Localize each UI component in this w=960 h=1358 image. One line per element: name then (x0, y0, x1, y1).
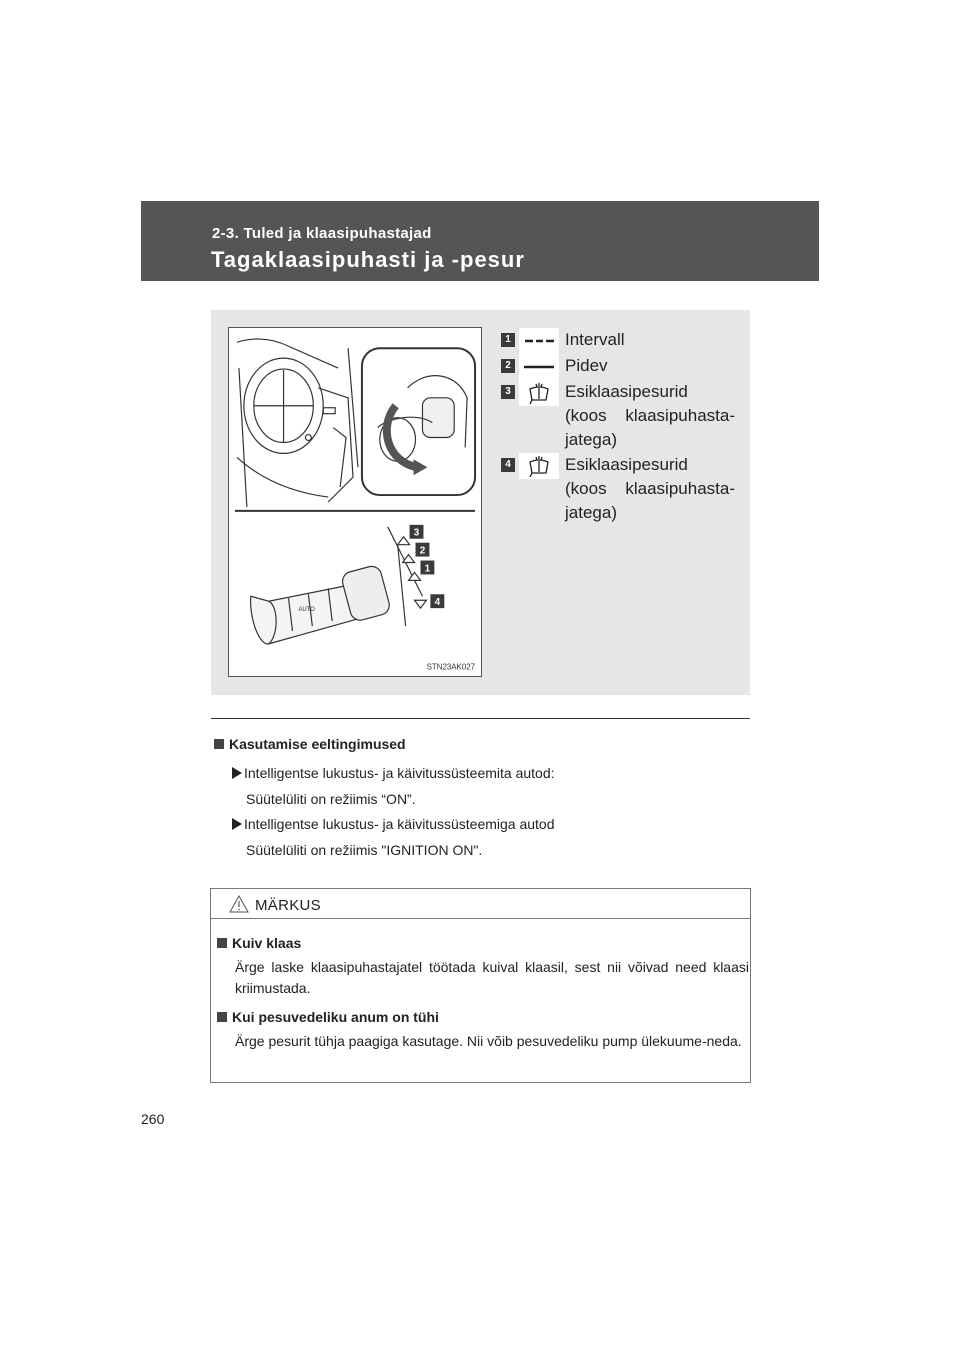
legend-text-1: Intervall (565, 330, 625, 349)
callout-1: 1 (424, 563, 431, 575)
notice-title: MÄRKUS (255, 897, 321, 914)
notice-subheading-1: Kuiv klaas (217, 935, 301, 951)
intermittent-dashes-icon (519, 328, 559, 354)
condition-2-detail: Süütelüliti on režiimis "IGNITION ON". (246, 842, 483, 858)
condition-1-label: Intelligentse lukustus- ja käivitussüsteemita autod: (232, 765, 555, 781)
figure-code: STN23AK027 (426, 662, 476, 672)
conditions-heading: Kasutamise eeltingimused (214, 736, 406, 752)
legend-text-2: Pidev (565, 356, 608, 375)
washer-icon (519, 453, 559, 479)
svg-text:AUTO: AUTO (298, 607, 315, 614)
continuous-line-icon (519, 354, 559, 380)
condition-2-label: Intelligentse lukustus- ja käivitussüsteemiga autod (232, 816, 555, 832)
square-bullet-icon (217, 938, 227, 948)
page-title: Tagaklaasipuhasti ja -pesur (211, 247, 525, 272)
callout-badges (410, 525, 445, 608)
square-bullet-icon (214, 739, 224, 749)
washer-icon (519, 380, 559, 406)
triangle-bullet-icon (232, 767, 242, 779)
notice-text-2: Ärge pesurit tühja paagiga kasutage. Nii võib pesuvedeliku pump ülekuume-neda. (235, 1033, 742, 1049)
callout-4: 4 (434, 597, 441, 609)
badge-3: 3 (501, 385, 515, 399)
figure-panel (211, 310, 750, 695)
legend-text-4: Esiklaasipesurid (koos klaasipuhasta- jatega) (565, 455, 735, 522)
condition-1-detail: Süütelüliti on režiimis “ON”. (246, 791, 416, 807)
warning-triangle-icon (229, 895, 249, 913)
notice-text-1: Ärge laske klaasipuhastajatel töötada kuival klaasil, sest nii võivad need klaasi kriimustada. (235, 959, 749, 996)
badge-2: 2 (501, 359, 515, 373)
notice-box (210, 888, 751, 1083)
triangle-bullet-icon (232, 818, 242, 830)
callout-2: 2 (419, 545, 426, 557)
wiper-lever-illustration (228, 327, 482, 677)
chapter-header (141, 201, 819, 281)
notice-header (211, 889, 750, 919)
callout-3: 3 (413, 527, 420, 539)
page-number: 260 (141, 1111, 165, 1127)
legend-text-3: Esiklaasipesurid (koos klaasipuhasta- jatega) (565, 382, 735, 449)
badge-4: 4 (501, 458, 515, 472)
lever-drawing (229, 328, 481, 676)
square-bullet-icon (217, 1012, 227, 1022)
section-label: 2-3. Tuled ja klaasipuhastajad (212, 225, 432, 242)
badge-1: 1 (501, 333, 515, 347)
section-divider (211, 718, 750, 719)
notice-subheading-2: Kui pesuvedeliku anum on tühi (217, 1009, 439, 1025)
